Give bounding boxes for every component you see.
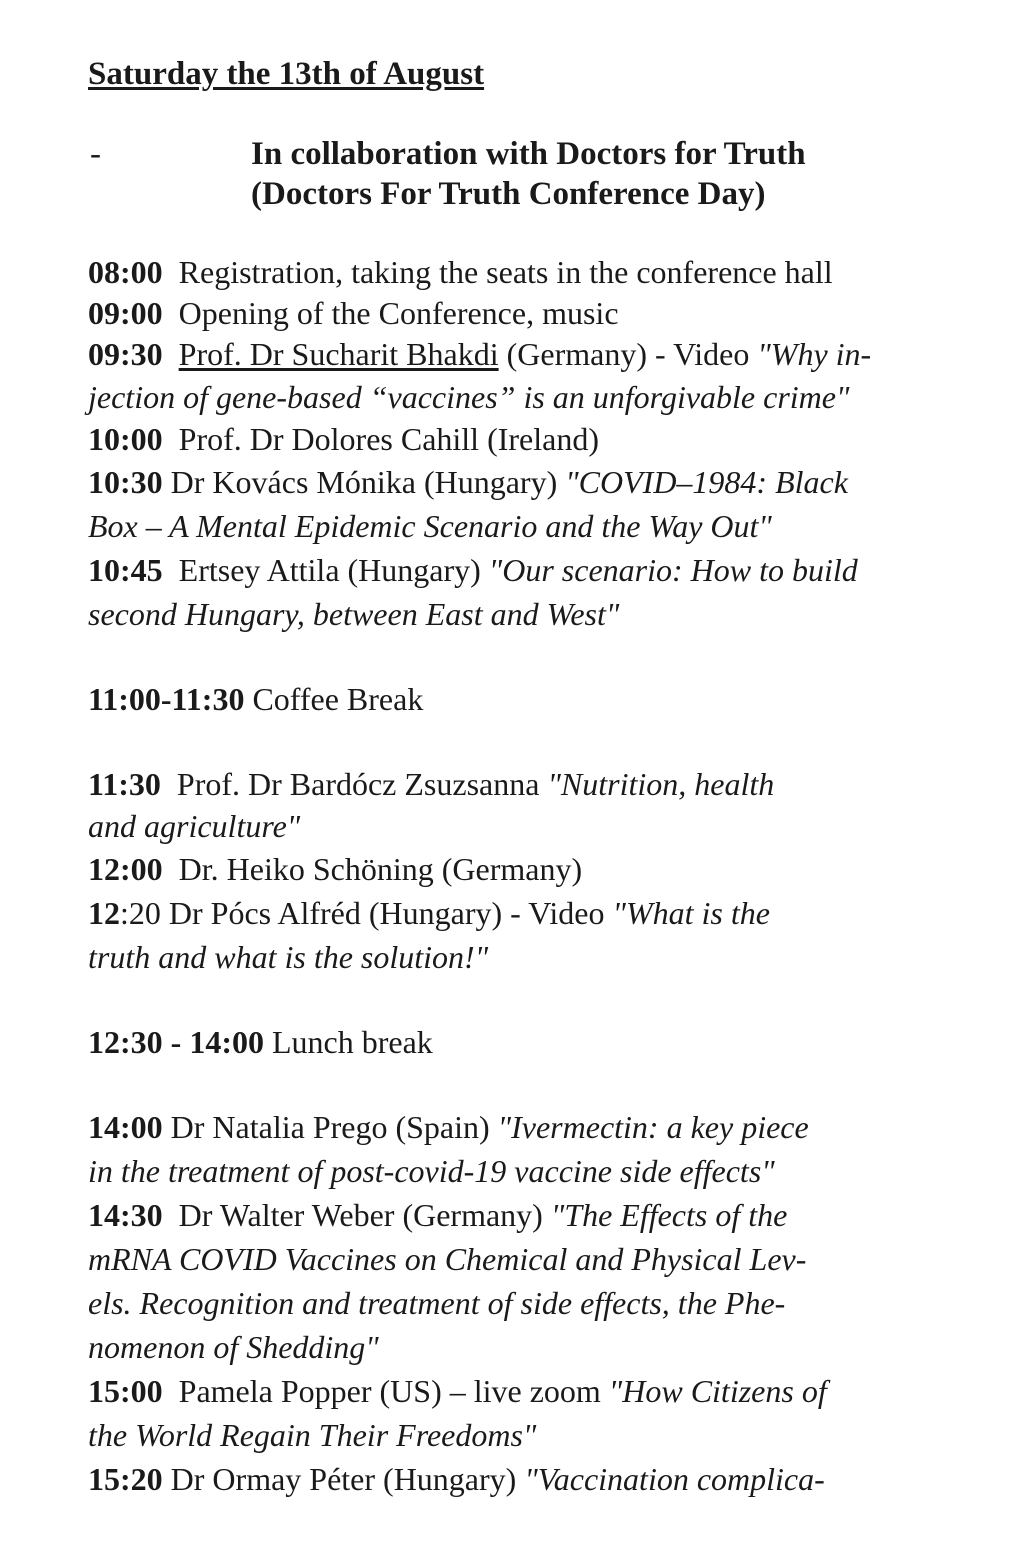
time-label: 12 bbox=[88, 895, 120, 931]
time-label: 15:20 bbox=[88, 1461, 163, 1497]
item-text: Registration, taking the seats in the conference hall bbox=[178, 254, 833, 290]
item-text: Dr Walter Weber (Germany) bbox=[178, 1197, 543, 1233]
speaker-link[interactable]: Prof. Dr Sucharit Bhakdi bbox=[178, 336, 499, 372]
talk-title: "What is the bbox=[612, 895, 770, 931]
item-text: Opening of the Conference, music bbox=[178, 295, 619, 331]
talk-title-continued bbox=[88, 1237, 978, 1281]
item-text: Dr Kovács Mónika (Hungary) bbox=[170, 464, 558, 500]
talk-title: "Why in- bbox=[757, 336, 872, 372]
time-label: 14:30 bbox=[88, 1197, 163, 1233]
talk-title-continued bbox=[88, 504, 978, 548]
time-label: 10:00 bbox=[88, 421, 163, 457]
schedule-item bbox=[88, 1369, 978, 1413]
item-text: Ertsey Attila (Hungary) bbox=[178, 552, 481, 588]
talk-title-continued bbox=[88, 592, 978, 636]
time-suffix: :20 bbox=[120, 895, 161, 931]
talk-title: els. Recognition and treatment of side effects, the Phe- bbox=[88, 1285, 786, 1321]
talk-title: "Ivermectin: a key piece bbox=[497, 1109, 809, 1145]
item-text: Dr Ormay Péter (Hungary) bbox=[170, 1461, 517, 1497]
schedule-item bbox=[88, 847, 978, 891]
time-label: 08:00 bbox=[88, 254, 163, 290]
schedule-item bbox=[88, 762, 978, 806]
talk-title: mRNA COVID Vaccines on Chemical and Physical Lev- bbox=[88, 1241, 807, 1277]
schedule-item bbox=[88, 419, 978, 460]
time-label: 10:30 bbox=[88, 464, 163, 500]
talk-title: "Our scenario: How to build bbox=[488, 552, 858, 588]
talk-title: in the treatment of post-covid-19 vaccine side effects" bbox=[88, 1153, 775, 1189]
talk-title: "COVID–1984: Black bbox=[565, 464, 848, 500]
item-text: (Germany) - Video bbox=[506, 336, 750, 372]
spacer bbox=[88, 979, 978, 1020]
talk-title: the World Regain Their Freedoms" bbox=[88, 1417, 537, 1453]
talk-title: Box – A Mental Epidemic Scenario and the Way Out" bbox=[88, 508, 772, 544]
talk-title: "Nutrition, health bbox=[547, 766, 775, 802]
time-label: 11:30 bbox=[88, 766, 161, 802]
bullet-dash: - bbox=[90, 136, 101, 172]
schedule-item bbox=[88, 334, 978, 375]
item-text: Dr Natalia Prego (Spain) bbox=[170, 1109, 490, 1145]
talk-title: nomenon of Shedding" bbox=[88, 1329, 379, 1365]
time-label: 09:30 bbox=[88, 336, 163, 372]
spacer bbox=[88, 636, 978, 677]
time-label: 14:00 bbox=[88, 1109, 163, 1145]
talk-title-continued bbox=[88, 1413, 978, 1457]
item-text: Lunch break bbox=[271, 1024, 433, 1060]
time-label: 10:45 bbox=[88, 552, 163, 588]
schedule-item bbox=[88, 677, 978, 721]
talk-title: jection of gene-based “vaccines” is an unforgivable crime" bbox=[88, 379, 850, 415]
talk-title: and agriculture" bbox=[88, 808, 301, 844]
schedule-item bbox=[88, 460, 978, 504]
time-label: 15:00 bbox=[88, 1373, 163, 1409]
talk-title: "How Citizens of bbox=[608, 1373, 827, 1409]
talk-title: second Hungary, between East and West" bbox=[88, 596, 620, 632]
item-text: Pamela Popper (US) – live zoom bbox=[178, 1373, 601, 1409]
collaboration-line: In collaboration with Doctors for Truth bbox=[251, 136, 806, 172]
collaboration-heading bbox=[251, 134, 806, 214]
talk-title-continued bbox=[88, 1325, 978, 1369]
schedule-item bbox=[88, 891, 978, 935]
collaboration-subtitle: (Doctors For Truth Conference Day) bbox=[251, 176, 766, 212]
schedule-item bbox=[88, 1193, 978, 1237]
item-text: Dr Pócs Alfréd (Hungary) - Video bbox=[168, 895, 605, 931]
talk-title-continued bbox=[88, 935, 978, 979]
time-label: 12:30 - 14:00 bbox=[88, 1024, 264, 1060]
schedule-item bbox=[88, 293, 978, 334]
talk-title-continued bbox=[88, 1149, 978, 1193]
talk-title-continued bbox=[88, 806, 978, 847]
time-label: 09:00 bbox=[88, 295, 163, 331]
schedule-item bbox=[88, 1457, 978, 1501]
time-label: 12:00 bbox=[88, 851, 163, 887]
time-label: 11:00-11:30 bbox=[88, 681, 245, 717]
talk-title-continued bbox=[88, 375, 978, 419]
date-heading: Saturday the 13th of August bbox=[88, 56, 485, 92]
spacer bbox=[88, 721, 978, 762]
spacer bbox=[88, 1064, 978, 1105]
schedule-item bbox=[88, 1105, 978, 1149]
item-text: Prof. Dr Dolores Cahill (Ireland) bbox=[178, 421, 599, 457]
talk-title: "Vaccination complica- bbox=[524, 1461, 825, 1497]
schedule-item bbox=[88, 1020, 978, 1064]
schedule-item bbox=[88, 252, 978, 293]
talk-title-continued bbox=[88, 1281, 978, 1325]
talk-title: "The Effects of the bbox=[550, 1197, 788, 1233]
item-text: Dr. Heiko Schöning (Germany) bbox=[178, 851, 583, 887]
talk-title: truth and what is the solution!" bbox=[88, 939, 489, 975]
item-text: Coffee Break bbox=[252, 681, 424, 717]
schedule-list bbox=[88, 252, 978, 1501]
schedule-item bbox=[88, 548, 978, 592]
item-text: Prof. Dr Bardócz Zsuzsanna bbox=[176, 766, 540, 802]
